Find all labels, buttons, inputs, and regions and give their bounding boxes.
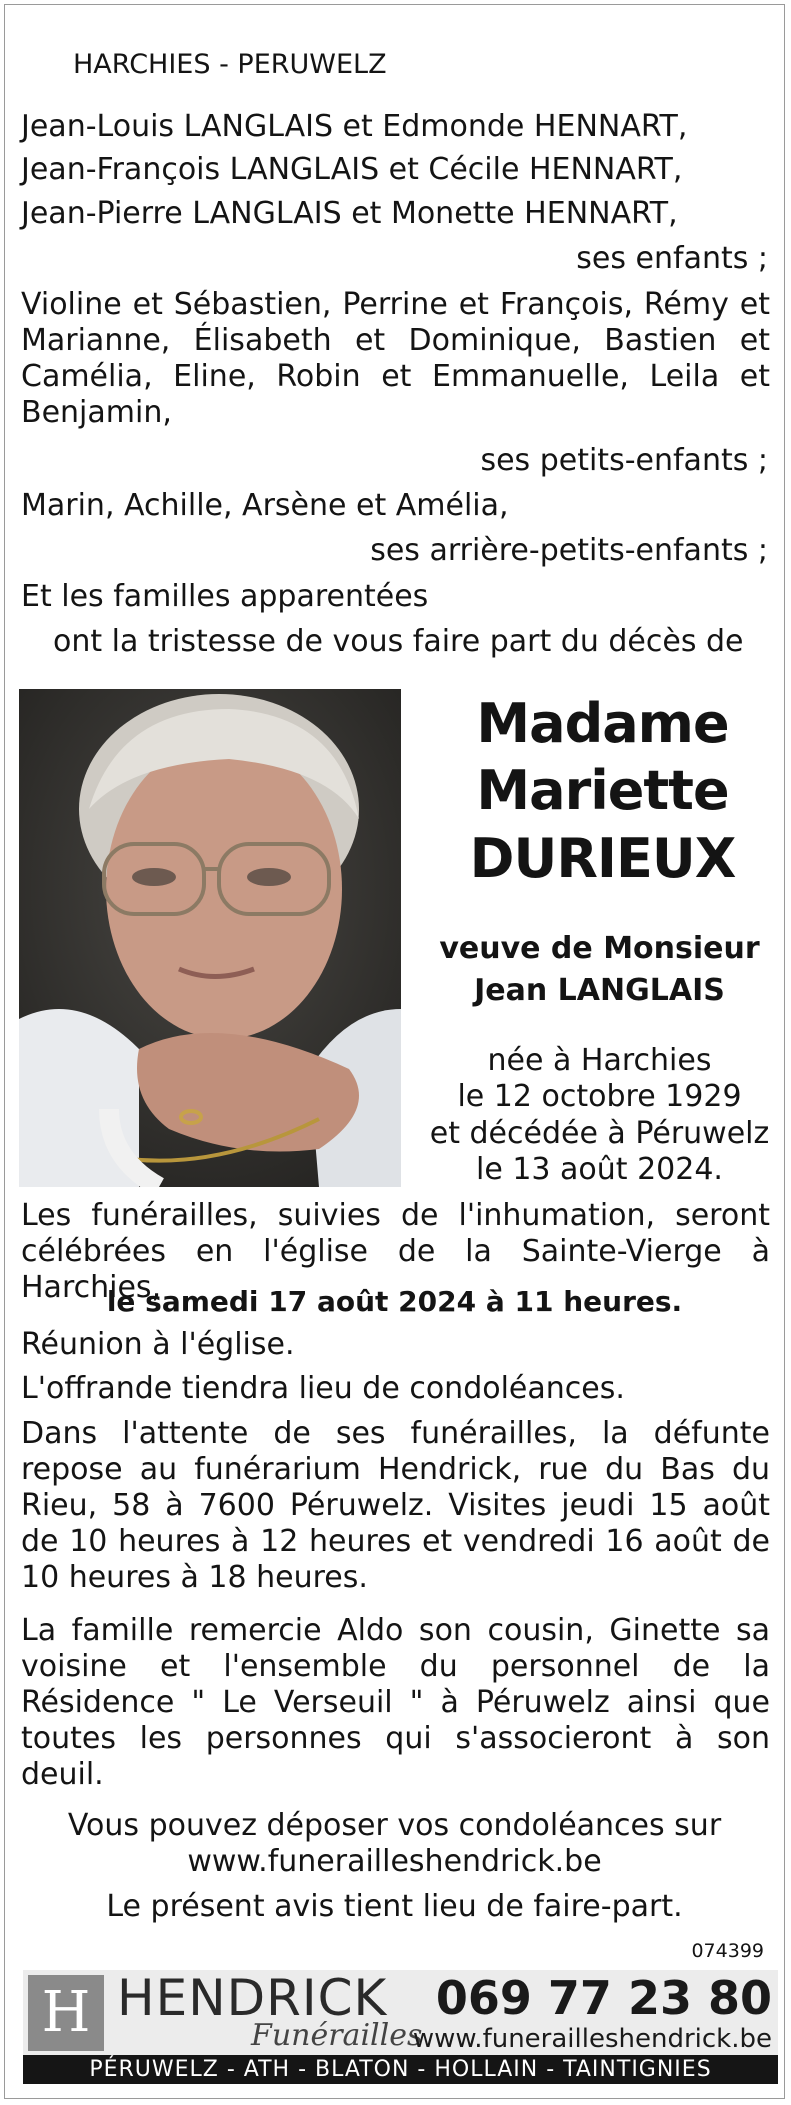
brand-subtitle: Funérailles xyxy=(251,2018,423,2053)
reference-number: 074399 xyxy=(691,1940,764,1962)
child-line-2: Jean-François LANGLAIS et Cécile HENNART, xyxy=(21,152,683,187)
widow-line-1: veuve de Monsieur xyxy=(439,931,760,966)
announcement-line: ont la tristesse de vous faire part du décès de xyxy=(53,624,744,659)
great-grandchildren-text: Marin, Achille, Arsène et Amélia, xyxy=(21,488,509,523)
portrait-image xyxy=(19,689,401,1187)
deceased-last-name: DURIEUX xyxy=(469,827,736,890)
child-line-1: Jean-Louis LANGLAIS et Edmonde HENNART, xyxy=(21,109,688,144)
phone-number: 069 77 23 80 xyxy=(435,1971,772,2025)
obituary-page xyxy=(4,4,785,2099)
condolences-url[interactable]: www.funerailleshendrick.be xyxy=(187,1844,602,1879)
funeral-home-footer xyxy=(23,1970,778,2084)
great-grandchildren-label: ses arrière-petits-enfants ; xyxy=(370,533,768,568)
funeral-date: le samedi 17 août 2024 à 11 heures. xyxy=(106,1285,683,1318)
child-line-3: Jean-Pierre LANGLAIS et Monette HENNART, xyxy=(21,196,678,231)
deceased-title: Madame xyxy=(476,692,729,755)
condolences-line: Vous pouvez déposer vos condoléances sur xyxy=(67,1808,722,1843)
born-line-1: née à Harchies xyxy=(487,1043,712,1078)
footer-url[interactable]: www.funerailleshendrick.be xyxy=(412,2024,772,2054)
meeting-line: Réunion à l'église. xyxy=(21,1327,295,1362)
locations-bar: PÉRUWELZ - ATH - BLATON - HOLLAIN - TAINTIGNIES xyxy=(23,2055,778,2084)
born-line-2: le 12 octobre 1929 xyxy=(457,1079,742,1114)
widow-line-2: Jean LANGLAIS xyxy=(474,973,725,1008)
notice-line: Le présent avis tient lieu de faire-part. xyxy=(106,1889,683,1924)
hendrick-logo-icon: H xyxy=(28,1975,104,2051)
rest-text: Dans l'attente de ses funérailles, la défunte repose au funérarium Hendrick, rue du Bas du Rieu, 58 à 7600 Péruwelz. Visites jeudi 15 août de 10 heures à 12 heures et vendredi 16 août de 10 heures à 18 heures. xyxy=(21,1416,770,1595)
brand-name: HENDRICK xyxy=(117,1969,388,2027)
offering-line: L'offrande tiendra lieu de condoléances. xyxy=(21,1371,625,1406)
grandchildren-text: Violine et Sébastien, Perrine et François, Rémy et Marianne, Élisabeth et Dominique, Bastien et Camélia, Eline, Robin et Emmanuelle, Leila et Benjamin, xyxy=(21,287,770,430)
header-location: HARCHIES - PERUWELZ xyxy=(73,49,387,80)
thanks-text: La famille remercie Aldo son cousin, Ginette sa voisine et l'ensemble du personnel de la Résidence " Le Verseuil " à Péruwelz ainsi que toutes les personnes qui s'associeront à son deuil. xyxy=(21,1613,770,1792)
died-line-2: le 13 août 2024. xyxy=(476,1152,723,1187)
children-label: ses enfants ; xyxy=(576,241,768,276)
families-line: Et les familles apparentées xyxy=(21,579,429,614)
deceased-portrait xyxy=(19,689,401,1187)
died-line-1: et décédée à Péruwelz xyxy=(429,1116,770,1151)
grandchildren-label: ses petits-enfants ; xyxy=(480,443,768,478)
funeral-text: Les funérailles, suivies de l'inhumation, seront célébrées en l'église de la Sainte-Vierge à Harchies, xyxy=(21,1198,770,1305)
deceased-first-name: Mariette xyxy=(476,759,729,822)
